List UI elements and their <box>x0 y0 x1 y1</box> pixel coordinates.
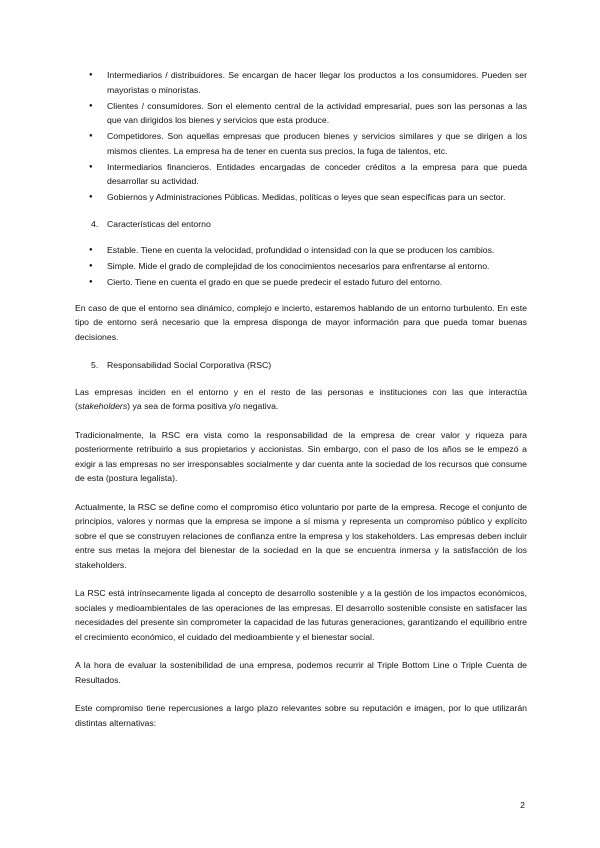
text-fragment: ) ya sea de forma positiva y/o negativa. <box>127 401 279 411</box>
section-number: 4. <box>91 218 99 229</box>
list-item-term: Estable. <box>107 245 139 255</box>
list-item-text: Medidas, políticas o leyes que sean específicas para un sector. <box>259 192 506 202</box>
paragraph-dynamic: En caso de que el entorno sea dinámico, complejo e incierto, estaremos hablando de un entorno turbulento. En este tipo de entorno será necesario que la empresa disponga de mayor información para que pueda tomar buenas decisiones. <box>75 302 527 342</box>
paragraph-tradicional: Tradicionalmente, la RSC era vista como la responsabilidad de la empresa de crear valor y riqueza para posteriormente retribuirlo a sus propietarios y accionistas. Sin embargo, con el paso de los años se le empezó a exigir a las empresas no ser irresponsables socialmente y dar cuenta ante la sociedad de los recursos que consume de esta (postura legalista). <box>75 429 527 483</box>
list-item-text: Se encargan de hacer llegar los productos a los consumidores. Pueden ser mayoristas o minoristas. <box>107 70 528 95</box>
list-item <box>75 129 527 158</box>
text-fragment: Las empresas inciden en el entorno y en el resto de las personas e instituciones con las que interactúa ( <box>75 386 527 411</box>
list-item <box>75 259 527 274</box>
section-title: Responsabilidad Social Corporativa (RSC) <box>107 360 272 370</box>
list-item <box>75 99 527 128</box>
section-title: Características del entorno <box>107 218 211 229</box>
list-item <box>75 68 527 97</box>
section-heading-5 <box>75 358 527 373</box>
italic-term: stakeholders <box>77 401 128 411</box>
list-item-term: Intermediarios / distribuidores. <box>107 70 226 80</box>
list-item-term: Cierto. <box>107 277 133 287</box>
characteristics-list <box>75 243 527 290</box>
list-item <box>75 275 527 290</box>
agents-list <box>75 68 527 205</box>
list-item <box>75 160 527 189</box>
list-item-term: Clientes / consumidores. <box>107 100 204 111</box>
paragraph-incide <box>75 385 527 414</box>
page-number: 2 <box>520 800 525 810</box>
section-heading-4 <box>75 217 527 232</box>
paragraph-ligada: La RSC está intrínsecamente ligada al concepto de desarrollo sostenible y a la gestión de los impactos económicos, sociales y medioambientales de las operaciones de las empresas. El desarrollo sostenible consiste en satisfacer las necesidades del presente sin comprometer la capacidad de las futuras generaciones, garantizando el equilibrio entre el crecimiento económico, el cuidado del medioambiente y el bienestar social. <box>75 588 527 642</box>
list-item-term: Intermediarios financieros. <box>107 161 212 172</box>
list-item-text: Entidades encargadas de conceder créditos a la empresa para que pueda desarrollar su actividad. <box>107 161 527 186</box>
list-item-term: Gobiernos y Administraciones Públicas. <box>107 192 260 202</box>
list-item-term: Competidores. <box>107 131 164 141</box>
list-item-text: Son aquellas empresas que producen bienes y servicios similares y que se dirigen a los mismos clientes. La empresa ha de tener en cuenta sus precios, la fuga de talentos, etc. <box>107 131 527 156</box>
list-item <box>75 190 527 205</box>
list-item-text: Son el elemento central de la actividad empresarial, pues son las personas a las que van dirigidos los bienes y servicios que esta produce. <box>107 100 528 125</box>
paragraph-compromiso: Este compromiso tiene repercusiones a largo plazo relevantes sobre su reputación e imagen, por lo que utilizarán distintas alternativas: <box>75 703 527 728</box>
list-item <box>75 243 527 258</box>
paragraph-triple: A la hora de evaluar la sostenibilidad de una empresa, podemos recurrir al Triple Bottom Line o Triple Cuenta de Resultados. <box>75 660 527 685</box>
section-number: 5. <box>91 360 99 370</box>
list-item-text: Tiene en cuenta la velocidad, profundidad o intensidad con la que se producen los cambios. <box>138 245 495 255</box>
paragraph-actualmente: Actualmente, la RSC se define como el compromiso ético voluntario por parte de la empresa. Recoge el conjunto de principios, valores y normas que la empresa se impone a sí misma y representa un compromiso público y explícito sobre el que se construyen relaciones de confianza entre la empresa y los stakeholders. Las empresas deben incluir entre sus metas la mejora del bienestar de la sociedad en la que se encuentra inmersa y la satisfacción de los stakeholders. <box>75 501 527 570</box>
document-page <box>75 68 527 744</box>
list-item-text: Tiene en cuenta el grado en que se puede predecir el estado futuro del entorno. <box>132 277 443 287</box>
list-item-term: Simple. <box>107 261 136 271</box>
list-item-text: Mide el grado de complejidad de los conocimientos necesarios para enfrentarse al entorno. <box>135 261 490 271</box>
